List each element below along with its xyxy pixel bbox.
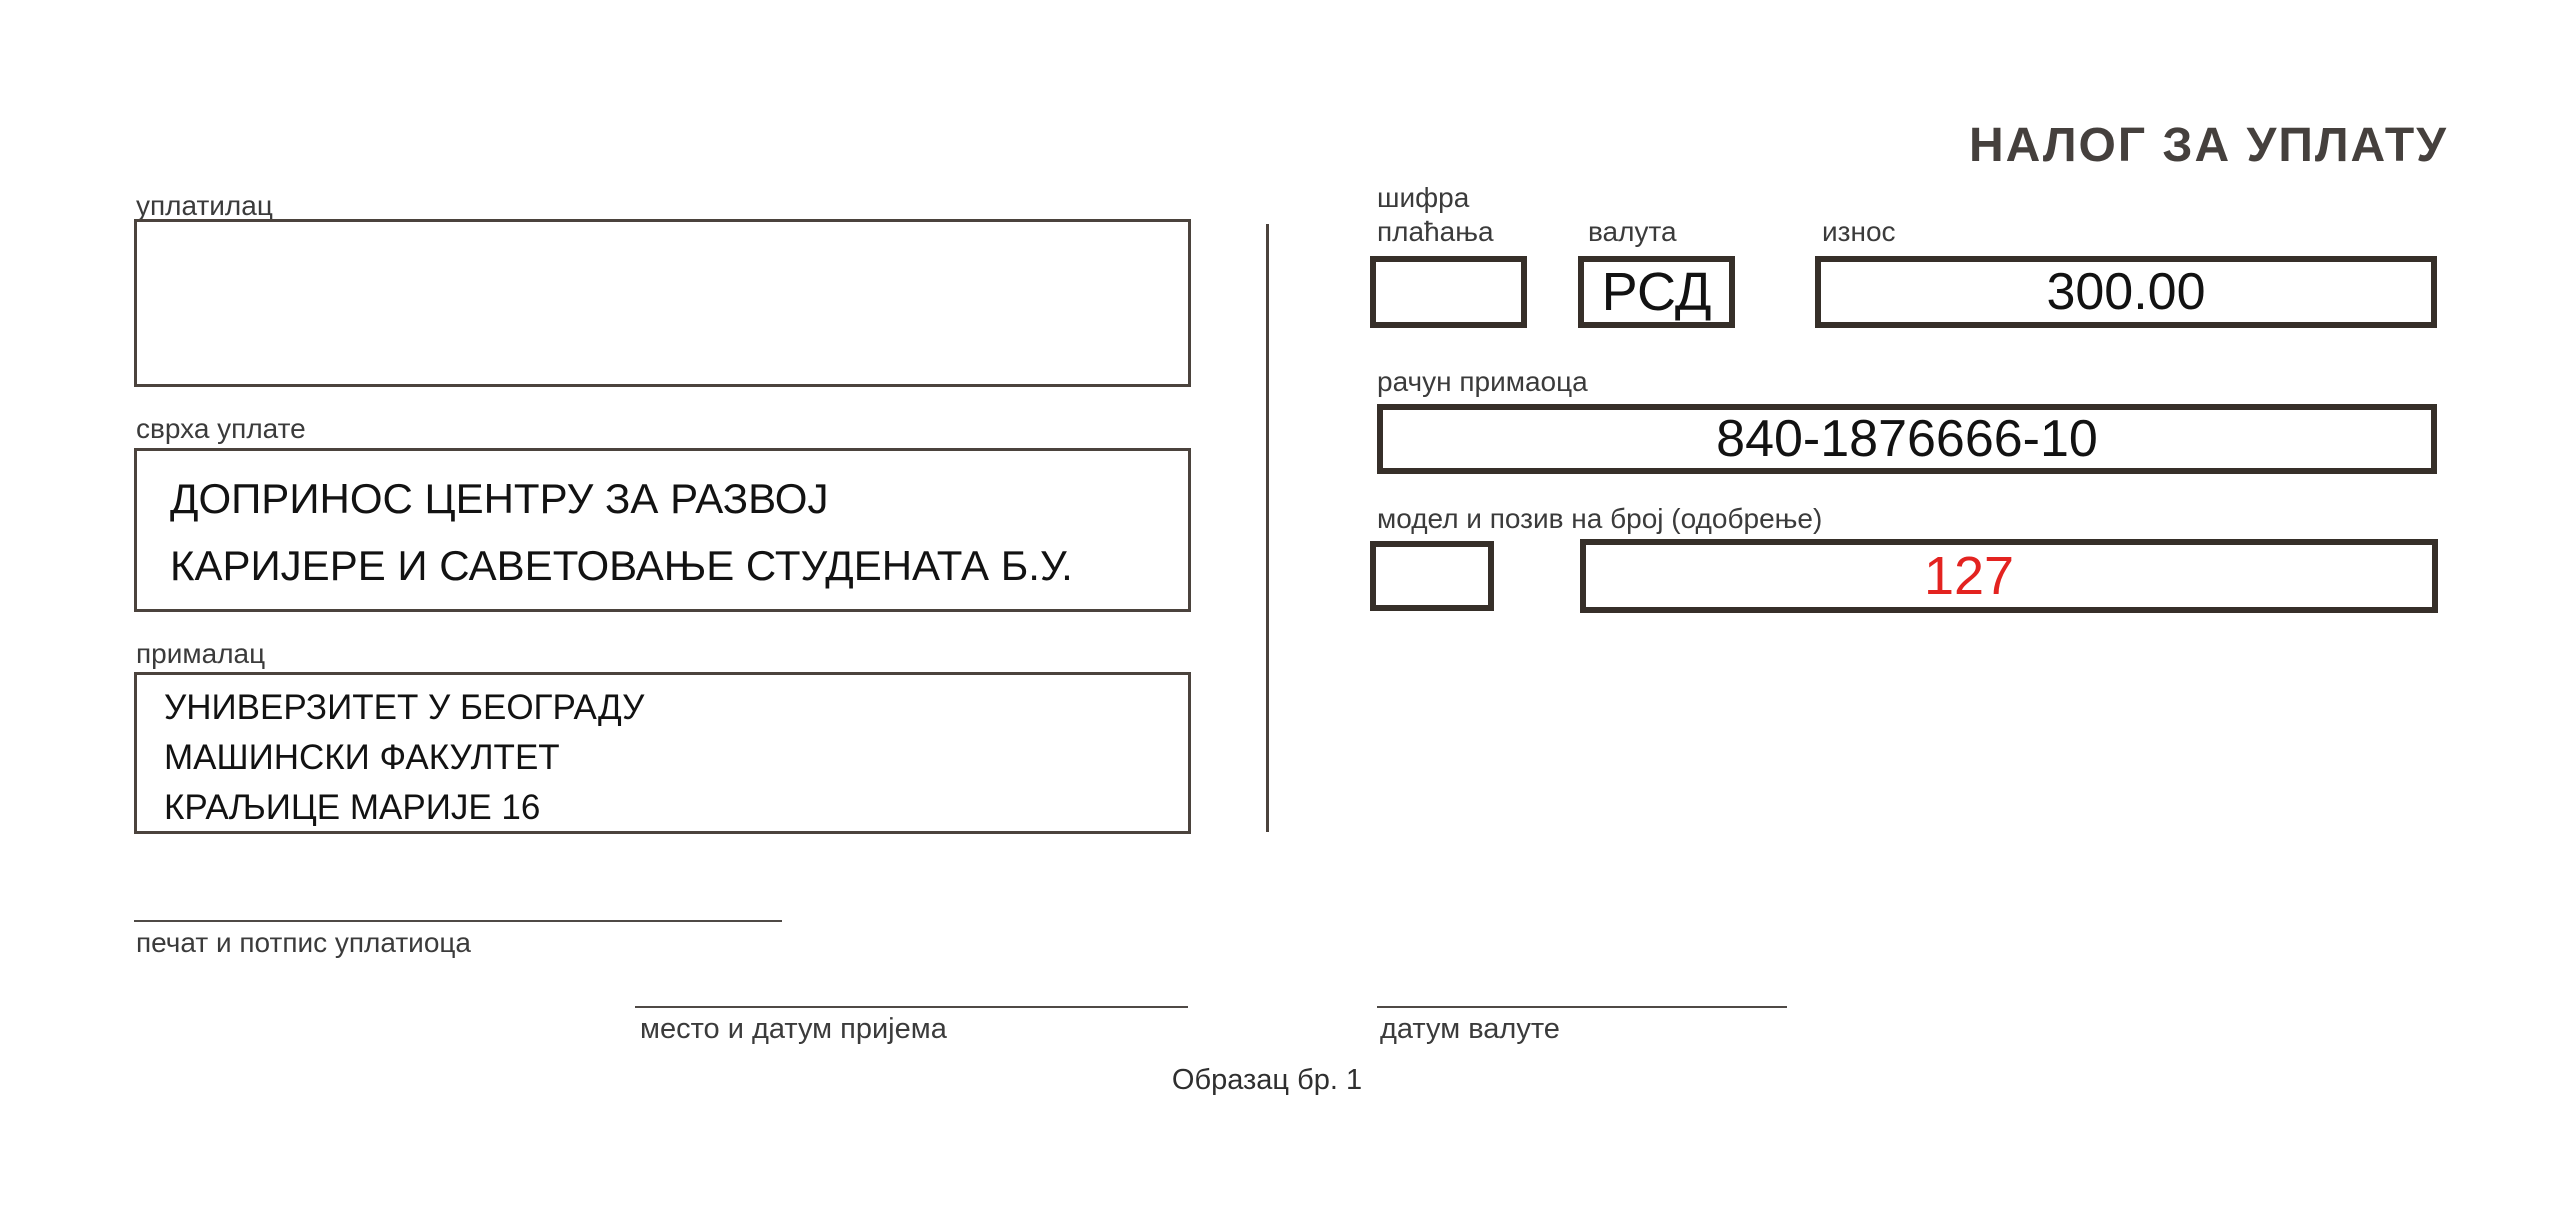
- purpose-label: сврха уплате: [136, 413, 306, 444]
- recipient-value-line3: КРАЉИЦЕ МАРИЈЕ 16: [164, 788, 541, 828]
- recipient-value-line1: УНИВЕРЗИТЕТ У БЕОГРАДУ: [164, 688, 645, 727]
- payment-code-label-line2: плаћања: [1377, 216, 1494, 247]
- column-divider: [1266, 224, 1269, 832]
- reference-number-value: 127: [1923, 546, 2015, 606]
- amount-field[interactable]: [1815, 256, 2437, 328]
- recipient-field[interactable]: [134, 672, 1191, 834]
- payer-label: уплатилац: [136, 190, 273, 221]
- recipient-account-field[interactable]: [1377, 404, 2437, 474]
- value-date-line: [1377, 1006, 1787, 1008]
- recipient-account-value: 840-1876666-10: [1716, 410, 2098, 468]
- amount-label: износ: [1822, 216, 1896, 247]
- place-date-line: [635, 1006, 1188, 1008]
- place-date-label: место и датум пријема: [640, 1013, 947, 1045]
- reference-number-field[interactable]: [1580, 539, 2438, 613]
- value-date-label: датум валуте: [1380, 1013, 1560, 1045]
- model-field[interactable]: [1370, 541, 1494, 611]
- purpose-field[interactable]: [134, 448, 1191, 612]
- payment-code-label-line1: шифра: [1377, 182, 1470, 213]
- recipient-value-line2: МАШИНСКИ ФАКУЛТЕТ: [164, 738, 560, 778]
- form-number-footer: Образац бр. 1: [1171, 1064, 1363, 1096]
- purpose-value-line2: КАРИЈЕРЕ И САВЕТОВАЊЕ СТУДЕНАТА Б.У.: [170, 542, 1073, 590]
- recipient-label: прималац: [136, 638, 266, 669]
- payment-code-field[interactable]: [1370, 256, 1527, 328]
- recipient-account-label: рачун примаоца: [1377, 366, 1588, 397]
- model-reference-label: модел и позив на број (одобрење): [1377, 503, 1823, 534]
- payer-field[interactable]: [134, 219, 1191, 387]
- currency-field[interactable]: [1578, 256, 1735, 328]
- stamp-signature-line: [134, 920, 782, 922]
- currency-label: валута: [1588, 216, 1677, 247]
- purpose-value-line1: ДОПРИНОС ЦЕНТРУ ЗА РАЗВОЈ: [170, 475, 829, 522]
- amount-value: 300.00: [2046, 263, 2206, 321]
- currency-value: РСД: [1601, 262, 1712, 322]
- form-title: НАЛОГ ЗА УПЛАТУ: [1968, 119, 2448, 172]
- stamp-signature-label: печат и потпис уплатиоца: [136, 927, 472, 958]
